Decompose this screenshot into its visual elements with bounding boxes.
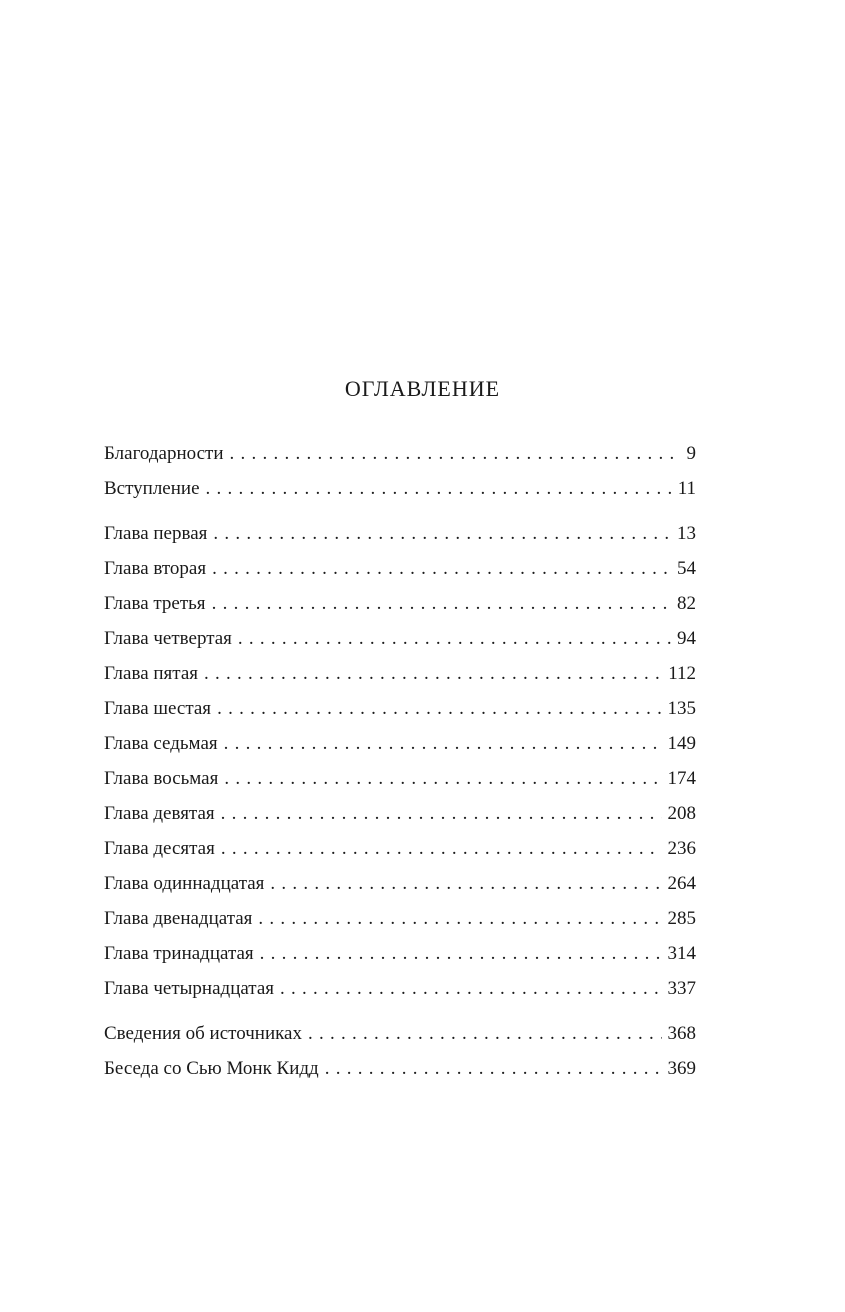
toc-dot-leader [308,1016,662,1051]
toc-entry-label: Глава седьмая [104,733,218,754]
toc-dot-leader [213,516,671,551]
toc-entry[interactable] [104,516,696,551]
toc-entry-label: Благодарности [104,443,224,464]
toc-entry-label: Вступление [104,478,200,499]
toc-entry-page-number: 369 [667,1058,696,1079]
toc-entry[interactable] [104,761,696,796]
toc-dot-leader [217,691,661,726]
toc-entry-page-number: 149 [667,733,696,754]
toc-entry-label: Глава вторая [104,558,207,579]
toc-entry-label: Сведения об источниках [104,1023,302,1044]
toc-entry[interactable] [104,471,696,506]
toc-dot-leader [224,761,661,796]
toc-group [104,436,696,506]
toc-entry-page-number: 54 [677,558,696,579]
toc-entry-page-number: 94 [677,628,696,649]
toc-entry[interactable] [104,971,696,1006]
toc-entry-page-number: 112 [668,663,696,684]
toc-entry-label: Глава десятая [104,838,215,859]
toc-dot-leader [221,831,662,866]
toc-entry-label: Беседа со Сью Монк Кидд [104,1058,319,1079]
toc-entry[interactable] [104,551,696,586]
toc-dot-leader [230,436,681,471]
toc-entry[interactable] [104,901,696,936]
toc-entry-page-number: 13 [677,523,696,544]
toc-entry-label: Глава первая [104,523,208,544]
toc-entry-page-number: 368 [667,1023,696,1044]
toc-entry[interactable] [104,621,696,656]
toc-entry-page-number: 337 [667,978,696,999]
toc-entry-page-number: 11 [677,478,696,499]
toc-entry[interactable] [104,586,696,621]
toc-entry-page-number: 174 [667,768,696,789]
table-of-contents [104,436,696,1086]
toc-entry-page-number: 9 [686,443,696,464]
toc-dot-leader [204,656,662,691]
toc-entry-label: Глава девятая [104,803,215,824]
toc-dot-leader [206,471,672,506]
toc-dot-leader [258,901,661,936]
toc-entry[interactable] [104,726,696,761]
toc-entry-label: Глава четырнадцатая [104,978,275,999]
toc-entry-page-number: 314 [667,943,696,964]
toc-entry[interactable] [104,1016,696,1051]
toc-dot-leader [260,936,662,971]
toc-entry-label: Глава пятая [104,663,198,684]
toc-entry[interactable] [104,796,696,831]
toc-entry-page-number: 285 [667,908,696,929]
toc-entry-page-number: 208 [667,803,696,824]
toc-dot-leader [212,586,671,621]
toc-entry-page-number: 135 [667,698,696,719]
toc-dot-leader [224,726,662,761]
toc-dot-leader [221,796,662,831]
toc-entry[interactable] [104,656,696,691]
toc-entry[interactable] [104,436,696,471]
toc-entry-label: Глава восьмая [104,768,219,789]
toc-title: ОГЛАВЛЕНИЕ [344,376,501,401]
toc-entry-page-number: 264 [667,873,696,894]
toc-entry-label: Глава шестая [104,698,212,719]
toc-group [104,516,696,1006]
toc-entry-label: Глава четвертая [104,628,232,649]
toc-entry[interactable] [104,866,696,901]
toc-entry-page-number: 82 [677,593,696,614]
toc-entry-label: Глава одиннадцатая [104,873,265,894]
toc-dot-leader [212,551,671,586]
toc-group [104,1016,696,1086]
toc-dot-leader [238,621,671,656]
toc-entry-label: Глава третья [104,593,206,614]
toc-entry[interactable] [104,831,696,866]
toc-entry[interactable] [104,691,696,726]
toc-entry[interactable] [104,936,696,971]
toc-dot-leader [270,866,661,901]
toc-entry-label: Глава двенадцатая [104,908,253,929]
toc-dot-leader [325,1051,662,1086]
toc-dot-leader [280,971,661,1006]
toc-entry-page-number: 236 [667,838,696,859]
toc-entry[interactable] [104,1051,696,1086]
toc-entry-label: Глава тринадцатая [104,943,254,964]
